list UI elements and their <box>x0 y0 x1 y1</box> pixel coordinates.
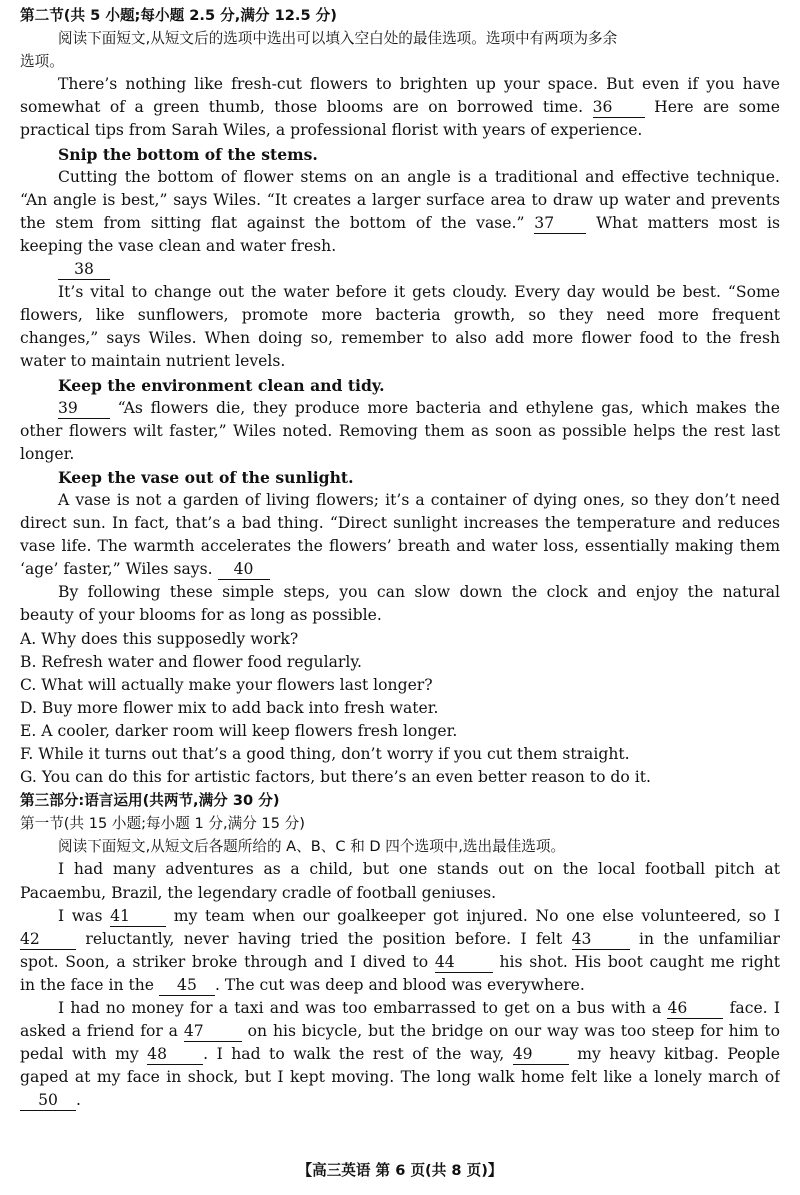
subheading-environment: Keep the environment clean and tidy. <box>58 375 385 395</box>
passage-line: flowers, like sunflowers, promote more bacteria growth, so they need more frequent <box>20 306 780 325</box>
passage-line <box>20 96 780 119</box>
passage-line: beauty of your blooms for as long as possible. <box>20 606 382 625</box>
part3-section1-heading: 第一节(共 15 小题;每小题 1 分,满分 15 分) <box>20 815 305 833</box>
passage-text: I was <box>58 906 103 925</box>
section2-instruction-line1: 阅读下面短文,从短文后的选项中选出可以填入空白处的最佳选项。选项中有两项为多余 <box>58 30 618 48</box>
blank-36[interactable]: 36 <box>593 98 645 118</box>
passage-text: . I had to walk the rest of the way, <box>203 1045 505 1064</box>
passage-line: By following these simple steps, you can slow down the clock and enjoy the natural <box>58 583 780 602</box>
exam-page <box>20 4 780 1113</box>
passage-text: face. I <box>729 999 780 1018</box>
passage-text: the stem from sitting flat against the bottom of the vase.” <box>20 213 525 232</box>
passage-text: my heavy kitbag. People <box>577 1045 780 1064</box>
passage-line <box>20 258 780 281</box>
passage-line <box>20 974 780 997</box>
passage-line <box>20 905 780 928</box>
blank-45[interactable]: 45 <box>159 976 215 996</box>
subheading-snip: Snip the bottom of the stems. <box>58 144 318 164</box>
passage-text: ‘age’ faster,” Wiles says. <box>20 560 213 579</box>
passage-line <box>20 558 780 581</box>
blank-40[interactable]: 40 <box>218 560 270 580</box>
option-d[interactable]: D. Buy more flower mix to add back into fresh water. <box>20 698 439 717</box>
passage-text: my team when our goalkeeper got injured. No one else volunteered, so I <box>173 906 780 925</box>
passage-line: There’s nothing like fresh-cut flowers to brighten up your space. But even if you have <box>58 75 780 94</box>
passage-line <box>20 397 780 420</box>
passage-line: changes,” says Wiles. When doing so, remember to also add more flower food to the fresh <box>20 329 780 348</box>
passage-text: in the unfamiliar <box>639 929 780 948</box>
part3-heading: 第三部分:语言运用(共两节,满分 30 分) <box>20 792 280 810</box>
passage-text: “As flowers die, they produce more bacteria and ethylene gas, which makes the <box>117 398 780 417</box>
option-g[interactable]: G. You can do this for artistic factors, but there’s an even better reason to do it. <box>20 768 651 787</box>
passage-line: keeping the vase clean and water fresh. <box>20 236 337 255</box>
passage-line: I had many adventures as a child, but one stands out on the local football pitch at <box>58 860 780 879</box>
passage-text: pedal with my <box>20 1045 139 1064</box>
option-f[interactable]: F. While it turns out that’s a good thing, don’t worry if you cut them straight. <box>20 745 630 763</box>
blank-44[interactable]: 44 <box>435 953 493 973</box>
passage-line <box>20 1043 780 1066</box>
passage-text: his shot. His boot caught me right <box>499 952 780 971</box>
passage-text: on his bicycle, but the bridge on our way was too steep for him to <box>247 1022 780 1041</box>
section2-instruction-line2: 选项。 <box>20 53 64 71</box>
blank-46[interactable]: 46 <box>667 999 723 1019</box>
passage-line: practical tips from Sarah Wiles, a professional florist with years of experience. <box>20 121 643 140</box>
passage-text: reluctantly, never having tried the position before. I felt <box>85 929 563 948</box>
passage-line <box>20 928 780 951</box>
passage-line: water to maintain nutrient levels. <box>20 352 286 371</box>
blank-48[interactable]: 48 <box>147 1045 203 1065</box>
passage-line: direct sun. In fact, that’s a bad thing. “Direct sunlight increases the temperature and reduces <box>20 514 780 533</box>
passage-line: other flowers wilt faster,” Wiles noted. Removing them as soon as possible helps the rest last <box>20 421 780 440</box>
passage-line: A vase is not a garden of living flowers; it’s a container of dying ones, so they don’t need <box>58 490 780 509</box>
passage-line: “An angle is best,” says Wiles. “It creates a larger surface area to draw up water and prevents <box>20 190 780 209</box>
passage-line: vase life. The warmth accelerates the flowers’ breath and water loss, essentially making them <box>20 537 780 556</box>
blank-37[interactable]: 37 <box>534 214 586 234</box>
option-e[interactable]: E. A cooler, darker room will keep flowers fresh longer. <box>20 721 458 740</box>
passage-line: Cutting the bottom of flower stems on an angle is a traditional and effective technique. <box>58 167 780 186</box>
passage-text: in the face in the <box>20 975 154 994</box>
passage-line <box>20 212 780 235</box>
blank-42[interactable]: 42 <box>20 930 76 950</box>
option-b[interactable]: B. Refresh water and flower food regularly. <box>20 652 363 671</box>
subheading-sunlight: Keep the vase out of the sunlight. <box>58 467 354 487</box>
blank-43[interactable]: 43 <box>572 930 630 950</box>
passage-line <box>20 1089 780 1112</box>
passage-line: gaped at my face in shock, but I kept moving. The long walk home felt like a lonely march of <box>20 1068 780 1087</box>
passage-text: I had no money for a taxi and was too embarrassed to get on a bus with a <box>58 999 662 1018</box>
passage-text: . The cut was deep and blood was everywhere. <box>214 975 585 994</box>
passage-line: Pacaembu, Brazil, the legendary cradle of football geniuses. <box>20 883 497 902</box>
passage-text: somewhat of a green thumb, those blooms are on borrowed time. <box>20 98 584 117</box>
passage-text: spot. Soon, a striker broke through and I dived to <box>20 952 429 971</box>
option-c[interactable]: C. What will actually make your flowers last longer? <box>20 675 433 694</box>
passage-line: longer. <box>20 444 75 463</box>
blank-39[interactable]: 39 <box>58 399 110 419</box>
passage-line <box>20 1020 780 1043</box>
blank-49[interactable]: 49 <box>513 1045 569 1065</box>
page-footer: 【高三英语 第 6 页(共 8 页)】 <box>297 1162 503 1179</box>
passage-line <box>20 997 780 1020</box>
section2-heading: 第二节(共 5 小题;每小题 2.5 分,满分 12.5 分) <box>20 7 337 24</box>
option-a[interactable]: A. Why does this supposedly work? <box>20 629 299 648</box>
part3-instruction: 阅读下面短文,从短文后各题所给的 A、B、C 和 D 四个选项中,选出最佳选项。 <box>58 838 566 856</box>
passage-text: Here are some <box>654 98 780 117</box>
passage-line: It’s vital to change out the water before it gets cloudy. Every day would be best. “Some <box>58 283 780 302</box>
passage-text: asked a friend for a <box>20 1022 178 1041</box>
blank-47[interactable]: 47 <box>184 1022 242 1042</box>
passage-text: What matters most is <box>596 213 780 232</box>
passage-text: . <box>76 1091 81 1110</box>
blank-50[interactable]: 50 <box>20 1091 76 1111</box>
passage-line <box>20 951 780 974</box>
blank-41[interactable]: 41 <box>110 907 166 927</box>
blank-38[interactable]: 38 <box>58 260 110 280</box>
